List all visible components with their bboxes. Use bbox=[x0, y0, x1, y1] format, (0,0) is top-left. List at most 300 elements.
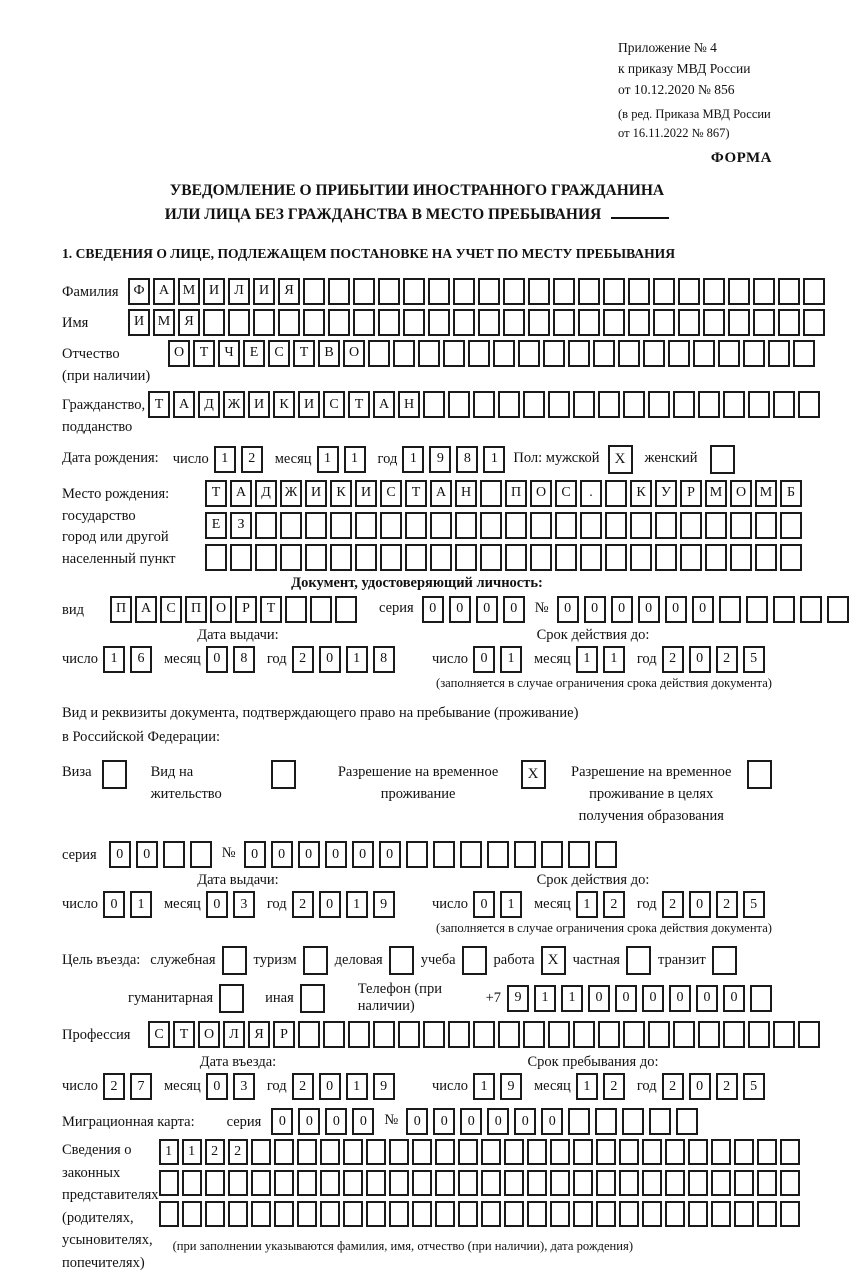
char-cell[interactable] bbox=[688, 1201, 708, 1227]
purpose-study-checkbox[interactable] bbox=[462, 946, 487, 975]
char-cell[interactable] bbox=[514, 841, 536, 868]
char-cell[interactable]: 0 bbox=[271, 841, 293, 868]
char-cell[interactable] bbox=[798, 391, 820, 418]
char-cell[interactable] bbox=[680, 544, 702, 571]
char-cell[interactable] bbox=[355, 544, 377, 571]
char-cell[interactable] bbox=[573, 1021, 595, 1048]
char-cell[interactable] bbox=[405, 512, 427, 539]
char-cell[interactable]: 8 bbox=[233, 646, 255, 673]
char-cell[interactable] bbox=[630, 512, 652, 539]
char-cell[interactable] bbox=[618, 340, 640, 367]
char-cell[interactable]: Ж bbox=[280, 480, 302, 507]
char-cell[interactable] bbox=[550, 1170, 570, 1196]
char-cell[interactable] bbox=[780, 544, 802, 571]
sex-male-checkbox[interactable]: X bbox=[608, 445, 633, 474]
char-cell[interactable]: Ф bbox=[128, 278, 150, 305]
char-cell[interactable]: 0 bbox=[352, 1108, 374, 1135]
char-cell[interactable] bbox=[734, 1201, 754, 1227]
char-cell[interactable]: И bbox=[355, 480, 377, 507]
char-cell[interactable] bbox=[673, 391, 695, 418]
char-cell[interactable] bbox=[827, 596, 849, 623]
char-cell[interactable]: 0 bbox=[696, 985, 718, 1012]
char-cell[interactable]: 1 bbox=[182, 1139, 202, 1165]
char-cell[interactable]: С bbox=[268, 340, 290, 367]
char-cell[interactable] bbox=[280, 544, 302, 571]
char-cell[interactable]: У bbox=[655, 480, 677, 507]
char-cell[interactable]: Т bbox=[193, 340, 215, 367]
char-cell[interactable]: И bbox=[128, 309, 150, 336]
char-cell[interactable]: О bbox=[198, 1021, 220, 1048]
char-cell[interactable] bbox=[453, 309, 475, 336]
char-cell[interactable] bbox=[366, 1170, 386, 1196]
char-cell[interactable] bbox=[750, 985, 772, 1012]
char-cell[interactable]: М bbox=[153, 309, 175, 336]
char-cell[interactable] bbox=[780, 1201, 800, 1227]
char-cell[interactable] bbox=[353, 309, 375, 336]
char-cell[interactable] bbox=[487, 841, 509, 868]
char-cell[interactable] bbox=[458, 1201, 478, 1227]
char-cell[interactable] bbox=[274, 1139, 294, 1165]
entry-day-input[interactable] bbox=[103, 1073, 152, 1100]
char-cell[interactable] bbox=[773, 391, 795, 418]
char-cell[interactable] bbox=[748, 391, 770, 418]
char-cell[interactable] bbox=[298, 1021, 320, 1048]
char-cell[interactable]: Н bbox=[398, 391, 420, 418]
char-cell[interactable] bbox=[598, 391, 620, 418]
char-cell[interactable]: 2 bbox=[292, 891, 314, 918]
char-cell[interactable] bbox=[718, 340, 740, 367]
char-cell[interactable] bbox=[619, 1170, 639, 1196]
char-cell[interactable] bbox=[550, 1201, 570, 1227]
char-cell[interactable]: 0 bbox=[476, 596, 498, 623]
char-cell[interactable]: 2 bbox=[662, 1073, 684, 1100]
char-cell[interactable] bbox=[768, 340, 790, 367]
char-cell[interactable] bbox=[655, 512, 677, 539]
char-cell[interactable]: 9 bbox=[373, 891, 395, 918]
char-cell[interactable]: О bbox=[168, 340, 190, 367]
char-cell[interactable] bbox=[343, 1170, 363, 1196]
char-cell[interactable] bbox=[573, 1201, 593, 1227]
char-cell[interactable] bbox=[455, 512, 477, 539]
char-cell[interactable] bbox=[443, 340, 465, 367]
char-cell[interactable] bbox=[505, 512, 527, 539]
char-cell[interactable] bbox=[448, 1021, 470, 1048]
char-cell[interactable]: 9 bbox=[373, 1073, 395, 1100]
char-cell[interactable] bbox=[504, 1139, 524, 1165]
char-cell[interactable] bbox=[228, 309, 250, 336]
char-cell[interactable]: 5 bbox=[743, 646, 765, 673]
char-cell[interactable] bbox=[430, 544, 452, 571]
char-cell[interactable]: Т bbox=[260, 596, 282, 623]
char-cell[interactable] bbox=[430, 512, 452, 539]
char-cell[interactable]: 2 bbox=[662, 891, 684, 918]
char-cell[interactable] bbox=[688, 1170, 708, 1196]
char-cell[interactable] bbox=[757, 1201, 777, 1227]
char-cell[interactable]: Л bbox=[223, 1021, 245, 1048]
birth-place-input-row1[interactable] bbox=[205, 480, 802, 507]
char-cell[interactable]: 8 bbox=[456, 446, 478, 473]
char-cell[interactable] bbox=[757, 1170, 777, 1196]
char-cell[interactable]: 0 bbox=[298, 1108, 320, 1135]
char-cell[interactable]: О bbox=[210, 596, 232, 623]
char-cell[interactable] bbox=[159, 1170, 179, 1196]
char-cell[interactable]: 1 bbox=[214, 446, 236, 473]
char-cell[interactable] bbox=[603, 278, 625, 305]
char-cell[interactable] bbox=[348, 1021, 370, 1048]
char-cell[interactable] bbox=[278, 309, 300, 336]
purpose-official-checkbox[interactable] bbox=[222, 946, 247, 975]
char-cell[interactable] bbox=[412, 1201, 432, 1227]
char-cell[interactable] bbox=[698, 1021, 720, 1048]
char-cell[interactable]: 0 bbox=[271, 1108, 293, 1135]
char-cell[interactable] bbox=[285, 596, 307, 623]
purpose-tourism-checkbox[interactable] bbox=[303, 946, 328, 975]
char-cell[interactable] bbox=[523, 1021, 545, 1048]
char-cell[interactable] bbox=[398, 1021, 420, 1048]
char-cell[interactable] bbox=[734, 1139, 754, 1165]
char-cell[interactable] bbox=[527, 1139, 547, 1165]
residence-series-input[interactable] bbox=[109, 841, 212, 868]
migration-series-input[interactable] bbox=[271, 1108, 374, 1135]
char-cell[interactable] bbox=[528, 309, 550, 336]
char-cell[interactable] bbox=[743, 340, 765, 367]
char-cell[interactable]: 2 bbox=[716, 891, 738, 918]
char-cell[interactable]: 0 bbox=[319, 1073, 341, 1100]
char-cell[interactable] bbox=[723, 391, 745, 418]
char-cell[interactable] bbox=[297, 1201, 317, 1227]
char-cell[interactable]: 2 bbox=[292, 1073, 314, 1100]
char-cell[interactable]: 2 bbox=[103, 1073, 125, 1100]
char-cell[interactable]: И bbox=[203, 278, 225, 305]
char-cell[interactable] bbox=[527, 1170, 547, 1196]
char-cell[interactable]: В bbox=[318, 340, 340, 367]
char-cell[interactable]: Т bbox=[405, 480, 427, 507]
char-cell[interactable] bbox=[205, 1170, 225, 1196]
char-cell[interactable]: 0 bbox=[557, 596, 579, 623]
char-cell[interactable] bbox=[328, 309, 350, 336]
char-cell[interactable]: И bbox=[253, 278, 275, 305]
char-cell[interactable] bbox=[297, 1139, 317, 1165]
char-cell[interactable] bbox=[800, 596, 822, 623]
char-cell[interactable]: 0 bbox=[460, 1108, 482, 1135]
char-cell[interactable]: Р bbox=[235, 596, 257, 623]
char-cell[interactable]: 2 bbox=[205, 1139, 225, 1165]
char-cell[interactable] bbox=[653, 309, 675, 336]
char-cell[interactable] bbox=[389, 1170, 409, 1196]
char-cell[interactable] bbox=[673, 1021, 695, 1048]
char-cell[interactable] bbox=[553, 278, 575, 305]
char-cell[interactable] bbox=[163, 841, 185, 868]
char-cell[interactable]: 0 bbox=[422, 596, 444, 623]
char-cell[interactable] bbox=[734, 1170, 754, 1196]
char-cell[interactable]: 0 bbox=[433, 1108, 455, 1135]
char-cell[interactable] bbox=[703, 278, 725, 305]
char-cell[interactable]: 0 bbox=[406, 1108, 428, 1135]
char-cell[interactable] bbox=[320, 1201, 340, 1227]
char-cell[interactable] bbox=[803, 309, 825, 336]
char-cell[interactable] bbox=[378, 278, 400, 305]
char-cell[interactable]: 0 bbox=[588, 985, 610, 1012]
char-cell[interactable] bbox=[498, 1021, 520, 1048]
char-cell[interactable] bbox=[353, 278, 375, 305]
char-cell[interactable]: 1 bbox=[576, 891, 598, 918]
char-cell[interactable] bbox=[478, 278, 500, 305]
char-cell[interactable] bbox=[676, 1108, 698, 1135]
char-cell[interactable] bbox=[530, 544, 552, 571]
char-cell[interactable]: 0 bbox=[665, 596, 687, 623]
char-cell[interactable] bbox=[251, 1170, 271, 1196]
char-cell[interactable]: И bbox=[248, 391, 270, 418]
char-cell[interactable]: 2 bbox=[241, 446, 263, 473]
birth-year-input[interactable] bbox=[402, 446, 505, 473]
char-cell[interactable]: 1 bbox=[483, 446, 505, 473]
char-cell[interactable]: К bbox=[273, 391, 295, 418]
char-cell[interactable] bbox=[481, 1170, 501, 1196]
char-cell[interactable] bbox=[481, 1139, 501, 1165]
char-cell[interactable] bbox=[433, 841, 455, 868]
char-cell[interactable] bbox=[705, 512, 727, 539]
char-cell[interactable]: 0 bbox=[352, 841, 374, 868]
char-cell[interactable] bbox=[595, 841, 617, 868]
char-cell[interactable]: Т bbox=[173, 1021, 195, 1048]
char-cell[interactable] bbox=[711, 1201, 731, 1227]
char-cell[interactable] bbox=[305, 544, 327, 571]
char-cell[interactable] bbox=[305, 512, 327, 539]
char-cell[interactable]: 0 bbox=[723, 985, 745, 1012]
char-cell[interactable]: 6 bbox=[130, 646, 152, 673]
birth-month-input[interactable] bbox=[317, 446, 366, 473]
char-cell[interactable] bbox=[366, 1139, 386, 1165]
char-cell[interactable]: П bbox=[110, 596, 132, 623]
char-cell[interactable] bbox=[428, 278, 450, 305]
char-cell[interactable] bbox=[803, 278, 825, 305]
temporary-residence-checkbox[interactable]: X bbox=[521, 760, 546, 789]
char-cell[interactable] bbox=[480, 480, 502, 507]
char-cell[interactable]: К bbox=[330, 480, 352, 507]
char-cell[interactable] bbox=[303, 309, 325, 336]
char-cell[interactable] bbox=[753, 309, 775, 336]
char-cell[interactable] bbox=[403, 309, 425, 336]
char-cell[interactable]: 0 bbox=[689, 646, 711, 673]
char-cell[interactable] bbox=[366, 1201, 386, 1227]
char-cell[interactable] bbox=[435, 1139, 455, 1165]
char-cell[interactable] bbox=[619, 1139, 639, 1165]
char-cell[interactable] bbox=[405, 544, 427, 571]
char-cell[interactable]: 0 bbox=[584, 596, 606, 623]
char-cell[interactable] bbox=[730, 544, 752, 571]
char-cell[interactable] bbox=[505, 544, 527, 571]
char-cell[interactable]: 0 bbox=[638, 596, 660, 623]
char-cell[interactable]: М bbox=[178, 278, 200, 305]
char-cell[interactable]: П bbox=[185, 596, 207, 623]
residence-issue-year-input[interactable] bbox=[292, 891, 395, 918]
char-cell[interactable] bbox=[619, 1201, 639, 1227]
char-cell[interactable] bbox=[323, 1021, 345, 1048]
char-cell[interactable]: И bbox=[298, 391, 320, 418]
char-cell[interactable] bbox=[498, 391, 520, 418]
char-cell[interactable] bbox=[368, 340, 390, 367]
char-cell[interactable] bbox=[330, 544, 352, 571]
char-cell[interactable]: 0 bbox=[615, 985, 637, 1012]
char-cell[interactable]: 0 bbox=[206, 1073, 228, 1100]
representatives-input-row1[interactable] bbox=[159, 1139, 800, 1165]
char-cell[interactable] bbox=[730, 512, 752, 539]
char-cell[interactable]: 1 bbox=[576, 646, 598, 673]
char-cell[interactable] bbox=[473, 391, 495, 418]
char-cell[interactable] bbox=[528, 278, 550, 305]
char-cell[interactable] bbox=[703, 309, 725, 336]
char-cell[interactable] bbox=[423, 391, 445, 418]
char-cell[interactable] bbox=[649, 1108, 671, 1135]
char-cell[interactable]: Я bbox=[278, 278, 300, 305]
char-cell[interactable]: 0 bbox=[642, 985, 664, 1012]
residence-valid-month-input[interactable] bbox=[576, 891, 625, 918]
char-cell[interactable] bbox=[182, 1170, 202, 1196]
char-cell[interactable]: 5 bbox=[743, 1073, 765, 1100]
char-cell[interactable]: 0 bbox=[473, 891, 495, 918]
char-cell[interactable]: С bbox=[160, 596, 182, 623]
char-cell[interactable]: 0 bbox=[689, 891, 711, 918]
char-cell[interactable] bbox=[530, 512, 552, 539]
char-cell[interactable] bbox=[523, 391, 545, 418]
char-cell[interactable] bbox=[320, 1139, 340, 1165]
char-cell[interactable] bbox=[753, 278, 775, 305]
citizenship-input[interactable] bbox=[148, 391, 820, 418]
char-cell[interactable]: 9 bbox=[500, 1073, 522, 1100]
visa-checkbox[interactable] bbox=[102, 760, 127, 789]
char-cell[interactable]: 2 bbox=[716, 646, 738, 673]
char-cell[interactable] bbox=[595, 1108, 617, 1135]
char-cell[interactable] bbox=[251, 1139, 271, 1165]
phone-input[interactable] bbox=[507, 985, 772, 1012]
char-cell[interactable] bbox=[418, 340, 440, 367]
char-cell[interactable] bbox=[255, 512, 277, 539]
char-cell[interactable] bbox=[355, 512, 377, 539]
char-cell[interactable] bbox=[655, 544, 677, 571]
char-cell[interactable] bbox=[680, 512, 702, 539]
char-cell[interactable]: 0 bbox=[689, 1073, 711, 1100]
char-cell[interactable] bbox=[755, 544, 777, 571]
char-cell[interactable] bbox=[568, 340, 590, 367]
char-cell[interactable]: Я bbox=[178, 309, 200, 336]
char-cell[interactable] bbox=[393, 340, 415, 367]
doc-issue-month-input[interactable] bbox=[206, 646, 255, 673]
char-cell[interactable] bbox=[453, 278, 475, 305]
given-name-input[interactable] bbox=[128, 309, 825, 336]
char-cell[interactable] bbox=[698, 391, 720, 418]
char-cell[interactable] bbox=[205, 544, 227, 571]
char-cell[interactable]: Т bbox=[348, 391, 370, 418]
char-cell[interactable] bbox=[555, 544, 577, 571]
char-cell[interactable] bbox=[578, 278, 600, 305]
char-cell[interactable] bbox=[435, 1170, 455, 1196]
char-cell[interactable]: А bbox=[230, 480, 252, 507]
char-cell[interactable] bbox=[203, 309, 225, 336]
char-cell[interactable] bbox=[493, 340, 515, 367]
char-cell[interactable] bbox=[668, 340, 690, 367]
char-cell[interactable]: Я bbox=[248, 1021, 270, 1048]
char-cell[interactable] bbox=[778, 309, 800, 336]
char-cell[interactable] bbox=[642, 1170, 662, 1196]
purpose-other-checkbox[interactable] bbox=[300, 984, 325, 1013]
char-cell[interactable] bbox=[503, 309, 525, 336]
char-cell[interactable]: 5 bbox=[743, 891, 765, 918]
char-cell[interactable] bbox=[403, 278, 425, 305]
char-cell[interactable]: 0 bbox=[109, 841, 131, 868]
char-cell[interactable] bbox=[711, 1139, 731, 1165]
char-cell[interactable] bbox=[328, 278, 350, 305]
char-cell[interactable] bbox=[389, 1201, 409, 1227]
char-cell[interactable]: 9 bbox=[429, 446, 451, 473]
char-cell[interactable] bbox=[343, 1139, 363, 1165]
char-cell[interactable] bbox=[504, 1170, 524, 1196]
char-cell[interactable]: С bbox=[380, 480, 402, 507]
char-cell[interactable]: 2 bbox=[603, 1073, 625, 1100]
char-cell[interactable]: П bbox=[505, 480, 527, 507]
char-cell[interactable] bbox=[573, 1139, 593, 1165]
char-cell[interactable]: Е bbox=[205, 512, 227, 539]
char-cell[interactable] bbox=[648, 1021, 670, 1048]
sex-female-checkbox[interactable] bbox=[710, 445, 735, 474]
char-cell[interactable] bbox=[555, 512, 577, 539]
char-cell[interactable] bbox=[548, 1021, 570, 1048]
residence-valid-day-input[interactable] bbox=[473, 891, 522, 918]
stay-day-input[interactable] bbox=[473, 1073, 522, 1100]
profession-input[interactable] bbox=[148, 1021, 820, 1048]
char-cell[interactable] bbox=[780, 1139, 800, 1165]
char-cell[interactable] bbox=[665, 1201, 685, 1227]
char-cell[interactable] bbox=[274, 1201, 294, 1227]
char-cell[interactable] bbox=[159, 1201, 179, 1227]
char-cell[interactable]: Д bbox=[255, 480, 277, 507]
char-cell[interactable]: Б bbox=[780, 480, 802, 507]
char-cell[interactable]: Ж bbox=[223, 391, 245, 418]
char-cell[interactable] bbox=[274, 1170, 294, 1196]
char-cell[interactable] bbox=[773, 596, 795, 623]
char-cell[interactable]: 2 bbox=[228, 1139, 248, 1165]
char-cell[interactable] bbox=[460, 841, 482, 868]
char-cell[interactable] bbox=[543, 340, 565, 367]
char-cell[interactable] bbox=[297, 1170, 317, 1196]
char-cell[interactable]: 0 bbox=[325, 1108, 347, 1135]
char-cell[interactable] bbox=[251, 1201, 271, 1227]
char-cell[interactable] bbox=[406, 841, 428, 868]
char-cell[interactable]: 1 bbox=[344, 446, 366, 473]
char-cell[interactable]: Л bbox=[228, 278, 250, 305]
char-cell[interactable]: 0 bbox=[298, 841, 320, 868]
char-cell[interactable]: Р bbox=[273, 1021, 295, 1048]
char-cell[interactable] bbox=[723, 1021, 745, 1048]
char-cell[interactable]: 0 bbox=[206, 891, 228, 918]
char-cell[interactable]: 1 bbox=[500, 891, 522, 918]
char-cell[interactable] bbox=[798, 1021, 820, 1048]
char-cell[interactable]: О bbox=[343, 340, 365, 367]
char-cell[interactable] bbox=[603, 309, 625, 336]
purpose-transit-checkbox[interactable] bbox=[712, 946, 737, 975]
char-cell[interactable] bbox=[780, 1170, 800, 1196]
char-cell[interactable] bbox=[688, 1139, 708, 1165]
char-cell[interactable] bbox=[630, 544, 652, 571]
char-cell[interactable] bbox=[480, 544, 502, 571]
char-cell[interactable] bbox=[757, 1139, 777, 1165]
char-cell[interactable] bbox=[303, 278, 325, 305]
char-cell[interactable]: Н bbox=[455, 480, 477, 507]
char-cell[interactable] bbox=[553, 309, 575, 336]
char-cell[interactable] bbox=[330, 512, 352, 539]
char-cell[interactable] bbox=[642, 1139, 662, 1165]
doc-series-input[interactable] bbox=[422, 596, 525, 623]
char-cell[interactable] bbox=[580, 512, 602, 539]
